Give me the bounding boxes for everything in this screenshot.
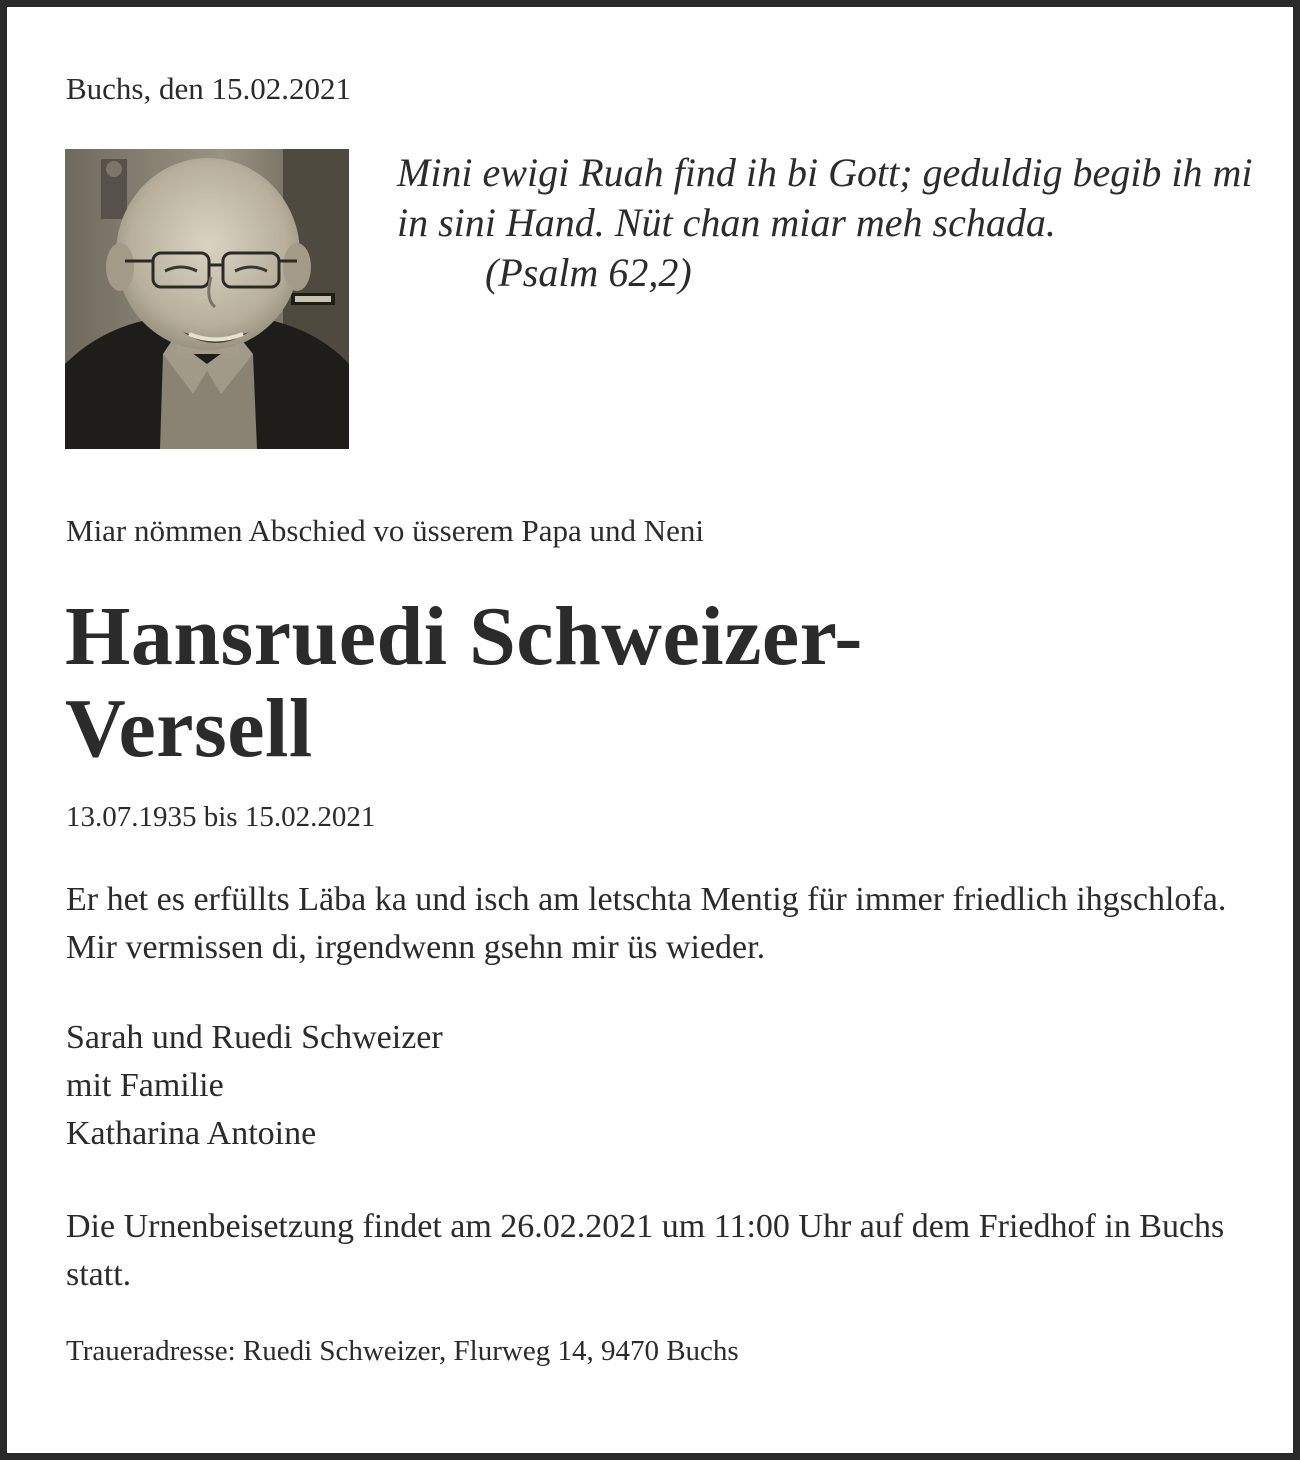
deceased-name [65,591,1215,775]
portrait-photo [65,149,349,449]
farewell-message: Er het es erfüllts Läba ka und isch am letschta Mentig für immer friedlich ihgschlofa. Mir vermissen di, irgendwenn gsehn mir üs wieder. [66,881,1227,966]
mourners-list [66,1014,443,1158]
psalm-quote [397,148,1267,298]
mourner-line: Sarah und Ruedi Schweizer [66,1019,443,1056]
ceremony-info: Die Urnenbeisetzung findet am 26.02.2021 um 11:00 Uhr auf dem Friedhof in Buchs statt. [66,1208,1225,1293]
mourner-line: mit Familie [66,1067,224,1104]
life-dates: 13.07.1935 bis 15.02.2021 [66,801,376,833]
psalm-text: Mini ewigi Ruah find ih bi Gott; geduldig begib ih mi in sini Hand. Nüt chan miar meh schada. [397,150,1253,245]
intro-line: Miar nömmen Abschied vo üsserem Papa und Neni [66,513,704,548]
deceased-name-line2: Versell [65,682,313,775]
place-date: Buchs, den 15.02.2021 [66,71,352,106]
deceased-name-line1: Hansruedi Schweizer- [65,590,863,683]
psalm-reference: (Psalm 62,2) [485,250,692,295]
mourner-line: Katharina Antoine [66,1115,317,1152]
mourning-address: Traueradresse: Ruedi Schweizer, Flurweg 14, 9470 Buchs [66,1335,739,1367]
